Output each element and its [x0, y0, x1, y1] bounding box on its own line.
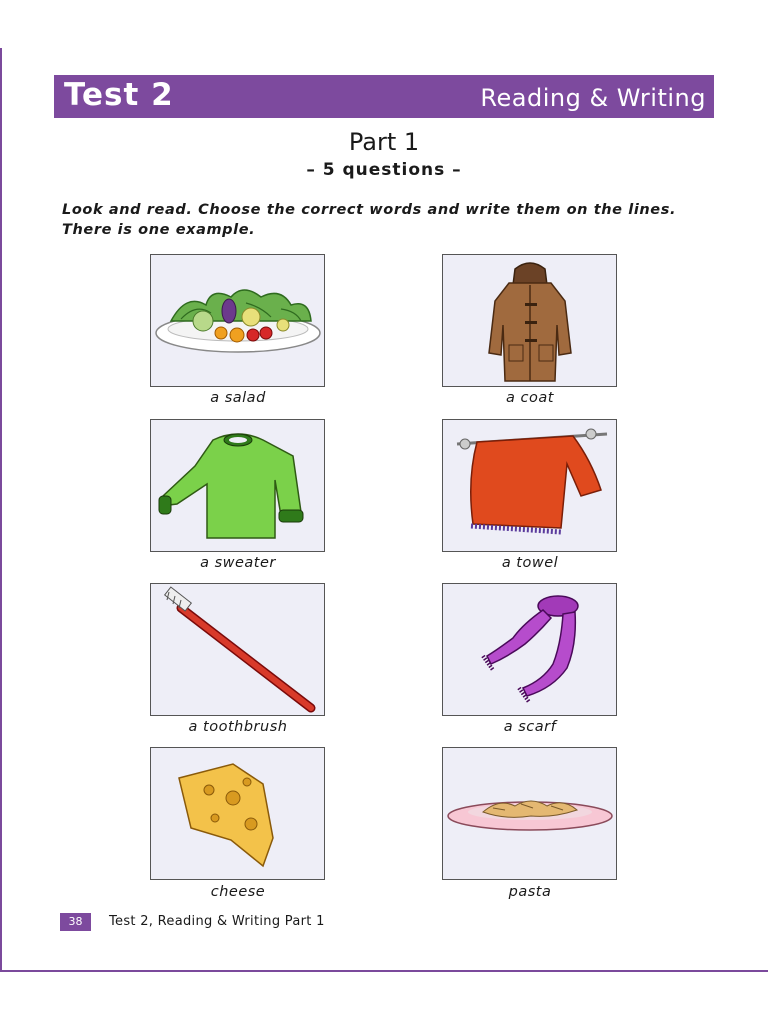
salad-icon: [151, 255, 326, 388]
picture-card-towel: [442, 419, 617, 552]
label-coat: a coat: [506, 390, 554, 406]
footer-text: Test 2, Reading & Writing Part 1: [109, 914, 325, 929]
part-title: Part 1: [348, 128, 420, 156]
page-number: 38: [60, 913, 91, 931]
picture-card-cheese: [150, 747, 325, 880]
instruction-line-2: There is one example.: [62, 222, 256, 238]
picture-card-scarf: [442, 583, 617, 716]
test-label: Test 2: [64, 77, 174, 113]
label-toothbrush: a toothbrush: [188, 719, 288, 735]
towel-icon: [443, 420, 618, 553]
picture-card-toothbrush: [150, 583, 325, 716]
instruction-line-1: Look and read. Choose the correct words and write them on the lines.: [62, 202, 677, 218]
label-towel: a towel: [501, 555, 559, 571]
header-banner: [54, 75, 714, 118]
toothbrush-icon: [151, 584, 326, 717]
picture-card-salad: [150, 254, 325, 387]
sweater-icon: [151, 420, 326, 553]
pasta-icon: [443, 748, 618, 881]
picture-card-pasta: [442, 747, 617, 880]
label-cheese: cheese: [210, 884, 266, 900]
label-salad: a salad: [210, 390, 266, 406]
label-pasta: pasta: [508, 884, 552, 900]
picture-card-coat: [442, 254, 617, 387]
scarf-icon: [443, 584, 618, 717]
label-sweater: a sweater: [200, 555, 276, 571]
part-subtitle: – 5 questions –: [306, 160, 462, 180]
cheese-icon: [151, 748, 326, 881]
bottom-margin-rule: [0, 970, 768, 972]
instructions: [62, 200, 702, 240]
section-label: Reading & Writing: [480, 84, 706, 112]
picture-card-sweater: [150, 419, 325, 552]
coat-icon: [443, 255, 618, 388]
left-margin-rule: [0, 48, 2, 972]
label-scarf: a scarf: [503, 719, 557, 735]
